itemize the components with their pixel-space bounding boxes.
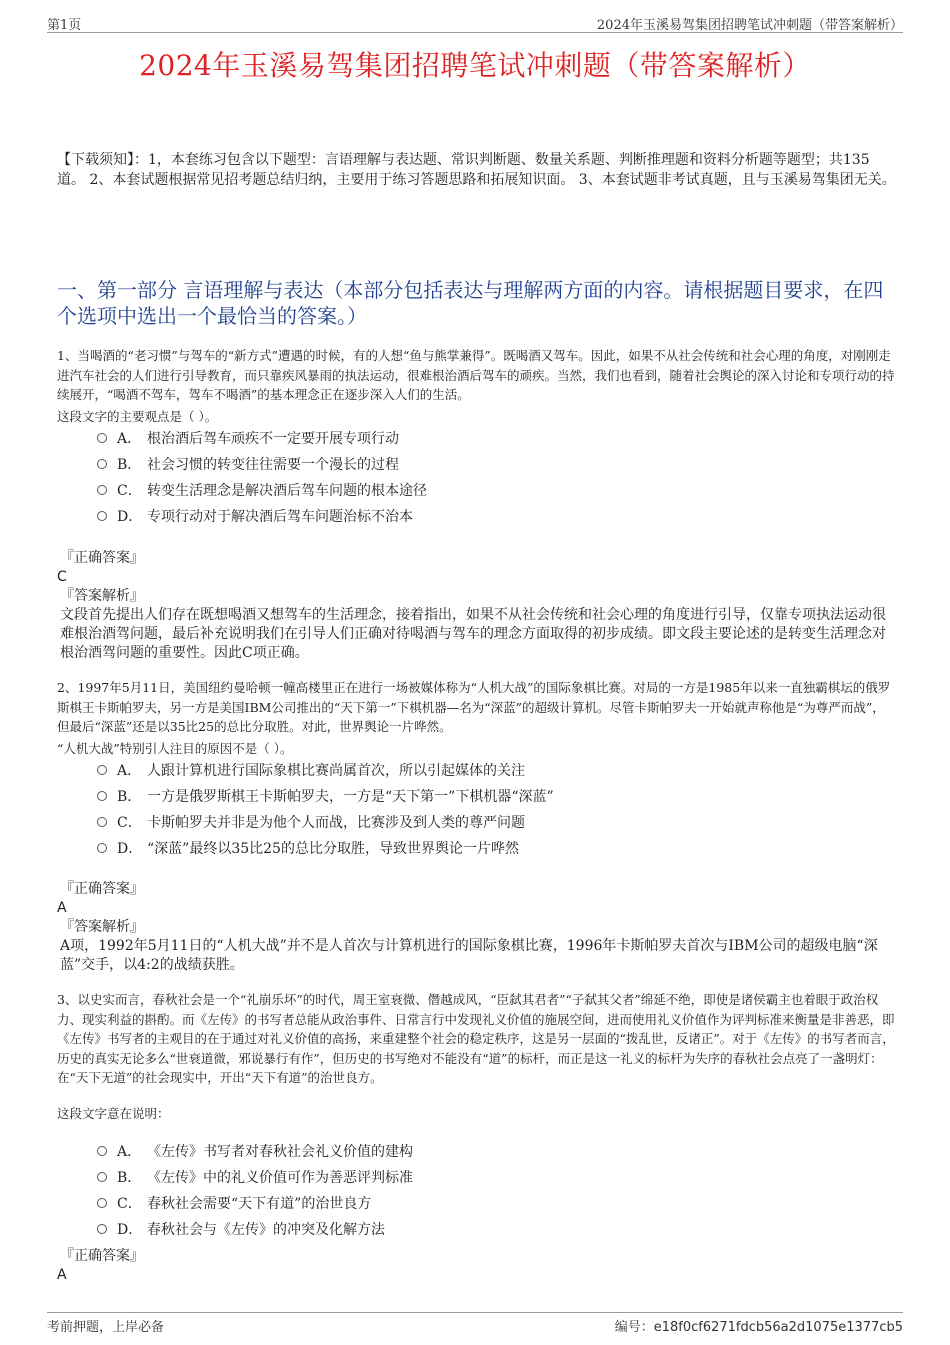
document-title: 2024年玉溪易驾集团招聘笔试冲刺题（带答案解析） [139,49,811,82]
radio-icon[interactable] [97,459,107,469]
question-3-answer [57,1247,897,1285]
radio-icon[interactable] [97,1172,107,1182]
question-stem: 这段文字意在说明： [57,1105,170,1121]
page-footer [47,1312,903,1333]
footer-code-label: 编号： [614,1320,654,1335]
radio-icon[interactable] [97,843,107,853]
question-stem: 这段文字的主要观点是（ ）。 [57,408,218,424]
option-b[interactable]: B． 社会习惯的转变往往需要一个漫长的过程 [97,451,897,477]
option-c[interactable]: C． 转变生活理念是解决酒后驾车问题的根本途径 [97,477,897,503]
option-c[interactable]: C． 春秋社会需要“天下有道”的治世良方 [97,1190,897,1216]
question-1 [57,346,897,426]
radio-icon[interactable] [97,1146,107,1156]
question-text: 1、当喝酒的“老习惯”与驾车的“新方式”遭遇的时候，有的人想“鱼与熊掌兼得”。既喝酒又驾车。因此，如果不从社会传统和社会心理的角度，对刚刚走进汽车社会的人们进行引导教育，而只靠疾风暴雨的执法运动，很难根治酒后驾车的顽疾。当然，我们也看到，随着社会舆论的深入讨论和专项行动的持续展开，“喝酒不驾车，驾车不喝酒”的基本理念正在逐步深入人们的生活。 [57,348,895,402]
answer-label: 『正确答案』 [60,881,144,897]
option-a[interactable]: A． 《左传》书写者对春秋社会礼义价值的建构 [97,1138,897,1164]
question-3-options [97,1138,897,1242]
answer-label: 『正确答案』 [60,1248,144,1264]
question-3 [57,990,897,1123]
radio-icon[interactable] [97,765,107,775]
footer-code [615,1316,903,1335]
answer-value: A [57,1267,67,1283]
radio-icon[interactable] [97,1224,107,1234]
radio-icon[interactable] [97,511,107,521]
question-2-options [97,757,897,861]
footer-code-value: e18f0cf6271fdcb56a2d1075e1377cb5 [653,1320,903,1335]
radio-icon[interactable] [97,1198,107,1208]
section-title: 一、第一部分 言语理解与表达（本部分包括表达与理解两方面的内容。请根据题目要求，在四个选项中选出一个最恰当的答案。） [57,278,884,328]
option-b[interactable]: B． 一方是俄罗斯棋王卡斯帕罗夫，一方是“天下第一”下棋机器“深蓝” [97,783,897,809]
answer-value: C [57,569,67,585]
option-a[interactable]: A． 根治酒后驾车顽疾不一定要开展专项行动 [97,425,897,451]
answer-label: 『正确答案』 [60,550,144,566]
option-a[interactable]: A． 人跟计算机进行国际象棋比赛尚属首次，所以引起媒体的关注 [97,757,897,783]
question-2 [57,678,897,758]
analysis-text: A项，1992年5月11日的“人机大战”并不是人首次与计算机进行的国际象棋比赛，1996年卡斯帕罗夫首次与IBM公司的超级电脑“深蓝”交手，以4:2的战绩获胜。 [60,938,878,973]
analysis-text: 文段首先提出人们存在既想喝酒又想驾车的生活理念，接着指出，如果不从社会传统和社会心理的角度进行引导，仅靠专项执法运动很难根治酒驾问题，最后补充说明我们在引导人们正确对待喝酒与驾车的理念方面取得的初步成绩。即文段主要论述的是转变生活理念对根治酒驾问题的重要性。因此C项正确。 [60,607,886,661]
page-number: 第1页 [47,18,82,33]
question-stem: “人机大战”特别引人注目的原因不是（ ）。 [57,740,293,756]
option-d[interactable]: D． 春秋社会与《左传》的冲突及化解方法 [97,1216,897,1242]
footer-slogan: 考前押题，上岸必备 [47,1320,165,1335]
option-c[interactable]: C． 卡斯帕罗夫并非是为他个人而战，比赛涉及到人类的尊严问题 [97,809,897,835]
question-1-answer [57,549,897,663]
option-d[interactable]: D． “深蓝”最终以35比25的总比分取胜，导致世界舆论一片哗然 [97,835,897,861]
radio-icon[interactable] [97,485,107,495]
radio-icon[interactable] [97,791,107,801]
radio-icon[interactable] [97,433,107,443]
option-d[interactable]: D． 专项行动对于解决酒后驾车问题治标不治本 [97,503,897,529]
question-text: 2、1997年5月11日，美国纽约曼哈顿一幢高楼里正在进行一场被媒体称为“人机大战”的国际象棋比赛。对局的一方是1985年以来一直独霸棋坛的俄罗斯棋王卡斯帕罗夫，另一方是美国IBM公司推出的“天下第一”下棋机器—名为“深蓝”的超级计算机。尽管卡斯帕罗夫一开始就声称他是“为尊严而战”，但最后“深蓝”还是以35比25的总比分取胜。对此，世界舆论一片哗然。 [57,680,891,734]
download-notice: 【下载须知】：1，本套练习包含以下题型：言语理解与表达题、常识判断题、数量关系题、判断推理题和资料分析题等题型；共135道。 2、本套试题根据常见招考题总结归纳，主要用于练习答题思路和拓展知识面。 3、本套试题非考试真题，且与玉溪易驾集团无关。 [57,152,896,188]
answer-value: A [57,900,67,916]
analysis-label: 『答案解析』 [60,588,144,604]
question-text: 3、以史实而言，春秋社会是一个“礼崩乐坏”的时代，周王室衰微、僭越成风，“臣弑其君者”“子弑其父者”绵延不绝，即使是诸侯霸主也着眼于政治权力、现实利益的斟酌。而《左传》的书写者总能从政治事件、日常言行中发现礼义价值的施展空间，进而使用礼义价值作为评判标准来衡量是非善恶，即《左传》书写者的主观目的在于通过对礼义价值的高扬，来重建整个社会的稳定秩序，这是另一层面的“拨乱世，反诸正”。对于《左传》的书写者而言，历史的真实无论多么“世衰道微，邪说暴行有作”，但历史的书写绝对不能没有“道”的标杆，而正是这一礼义的标杆为失序的春秋社会点亮了一盏明灯：在“天下无道”的社会现实中，开出“天下有道”的治世良方。 [57,992,895,1085]
page-header [47,14,903,33]
option-b[interactable]: B． 《左传》中的礼义价值可作为善恶评判标准 [97,1164,897,1190]
radio-icon[interactable] [97,817,107,827]
analysis-label: 『答案解析』 [60,919,144,935]
header-doc-title: 2024年玉溪易驾集团招聘笔试冲刺题（带答案解析） [596,18,903,33]
question-2-answer [57,880,897,975]
question-1-options [97,425,897,529]
